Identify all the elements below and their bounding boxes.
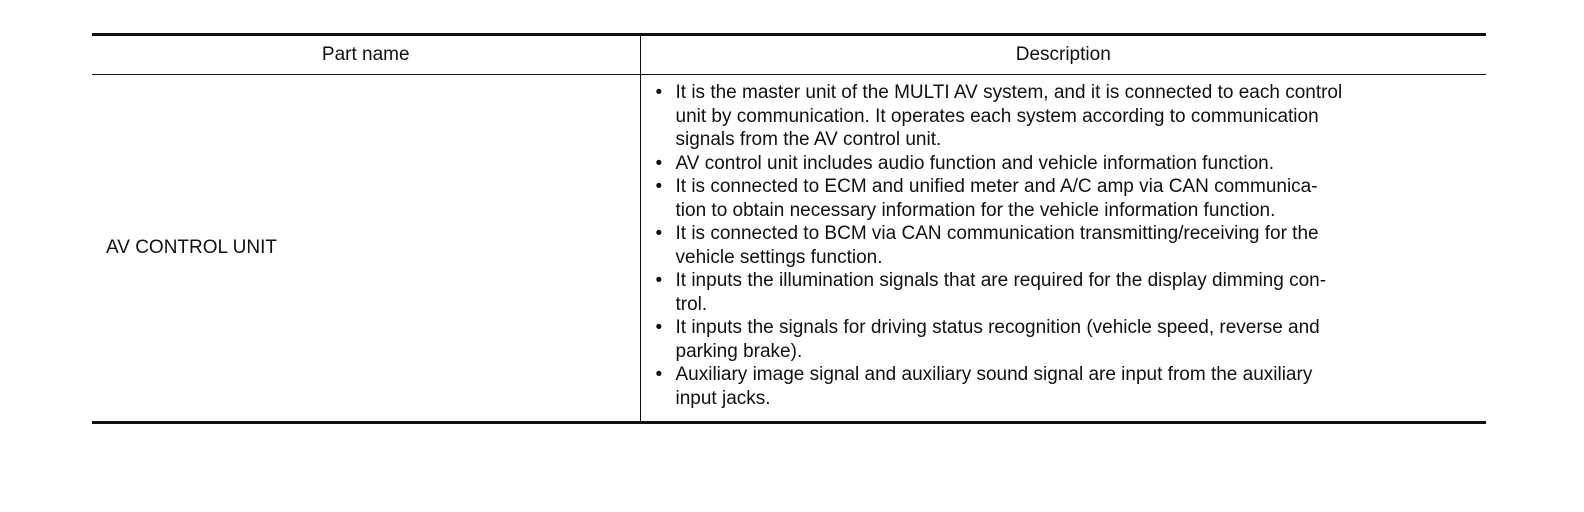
line: AV control unit includes audio function and vehicle information function.: [675, 152, 1275, 174]
bullet-icon: •: [655, 317, 663, 338]
list-item: [654, 222, 1477, 269]
line: It inputs the illumination signals that are required for the display dimming con-: [675, 270, 1327, 291]
description-list: [654, 81, 1477, 410]
bullet-icon: •: [655, 270, 663, 291]
list-item: [654, 316, 1477, 363]
line: Auxiliary image signal and auxiliary sound signal are input from the auxiliary: [675, 364, 1313, 385]
list-item: [654, 152, 1477, 176]
line: unit by communication. It operates each system according to communication: [675, 105, 1319, 127]
line: input jacks.: [675, 387, 771, 409]
header-part-name: Part name: [92, 35, 640, 75]
line: parking brake).: [675, 340, 803, 362]
line: It inputs the signals for driving status recognition (vehicle speed, reverse and: [675, 317, 1320, 338]
line: tion to obtain necessary information for the vehicle information function.: [675, 199, 1276, 221]
list-item: [654, 269, 1477, 316]
bullet-icon: •: [655, 364, 663, 385]
description-cell: [640, 75, 1486, 423]
bullet-icon: •: [655, 223, 663, 244]
header-row: [92, 35, 1486, 75]
line: It is connected to BCM via CAN communication transmitting/receiving for the: [675, 223, 1319, 244]
list-item: [654, 81, 1477, 152]
parts-table: [92, 33, 1486, 424]
header-description: Description: [640, 35, 1486, 75]
bullet-icon: •: [655, 176, 663, 197]
line: It is the master unit of the MULTI AV system, and it is connected to each control: [675, 82, 1343, 103]
bullet-icon: •: [655, 82, 663, 103]
line: vehicle settings function.: [675, 246, 883, 268]
list-item: [654, 363, 1477, 410]
table-row: [92, 75, 1486, 423]
line: signals from the AV control unit.: [675, 129, 942, 150]
line: It is connected to ECM and unified meter and A/C amp via CAN communica-: [675, 176, 1318, 197]
part-name-cell: AV CONTROL UNIT: [92, 75, 640, 423]
bullet-icon: •: [655, 152, 663, 174]
list-item: [654, 175, 1477, 222]
line: trol.: [675, 293, 708, 315]
